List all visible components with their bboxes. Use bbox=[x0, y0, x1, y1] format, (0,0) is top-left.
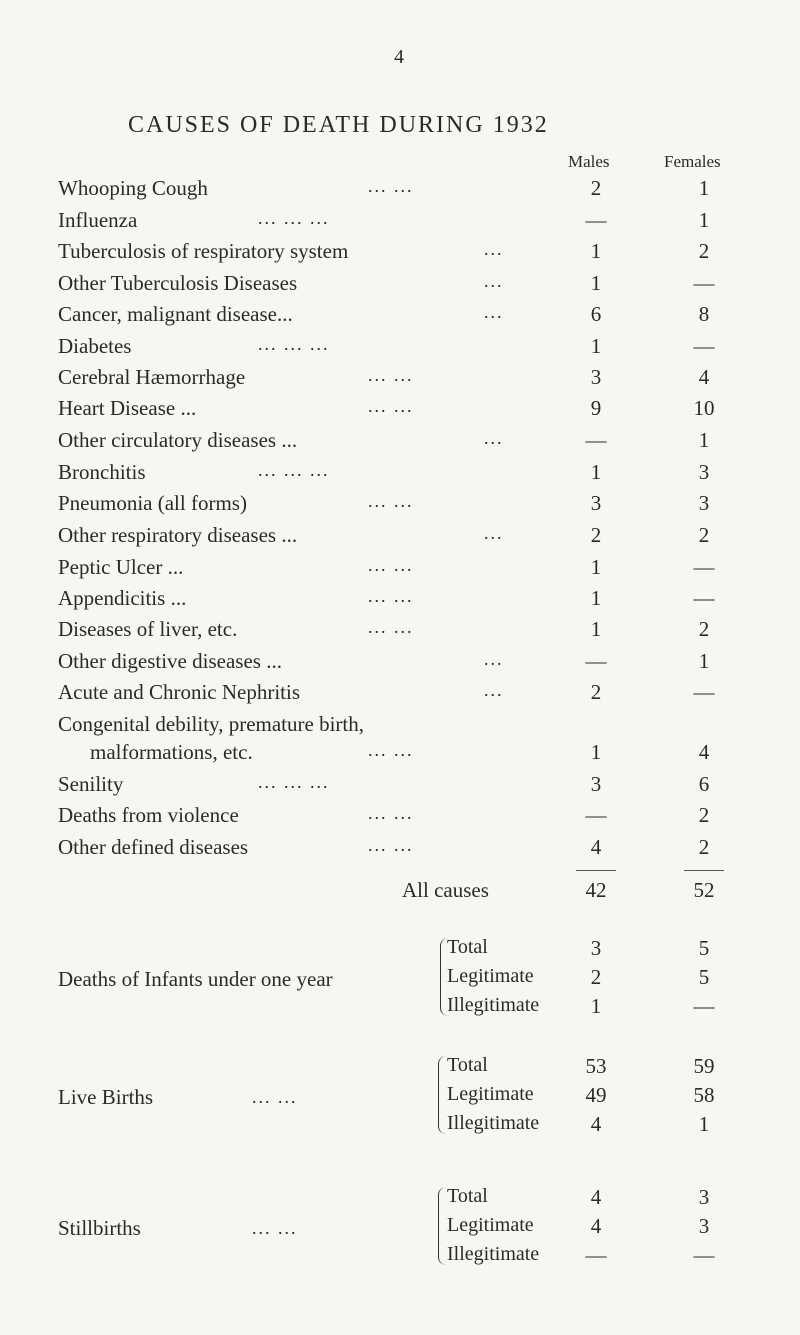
females-value: 4 bbox=[698, 365, 710, 389]
females-value: 58 bbox=[693, 1083, 715, 1107]
sub-label: Total bbox=[447, 936, 488, 958]
males-value: 9 bbox=[590, 396, 602, 420]
table-row bbox=[0, 428, 800, 458]
leader-dots: ... ... bbox=[368, 586, 414, 606]
cause-label: Acute and Chronic Nephritis bbox=[58, 680, 301, 704]
cause-label: Other circulatory diseases ... bbox=[58, 428, 298, 452]
males-value: 1 bbox=[590, 555, 602, 579]
females-value: 1 bbox=[698, 1112, 710, 1136]
females-value: 5 bbox=[698, 965, 710, 989]
leader-dots: ... bbox=[484, 239, 504, 259]
table-row bbox=[0, 586, 800, 616]
males-value: 1 bbox=[590, 460, 602, 484]
leader-dots: ... ... bbox=[368, 555, 414, 575]
leader-dots: ... ... bbox=[252, 1218, 298, 1238]
cause-label: Whooping Cough bbox=[58, 176, 208, 200]
females-value: 6 bbox=[698, 772, 710, 796]
all-causes-label: All causes bbox=[402, 878, 489, 902]
males-value: 3 bbox=[590, 772, 602, 796]
females-value: — bbox=[693, 555, 715, 579]
females-value: 8 bbox=[698, 302, 710, 326]
males-value: 4 bbox=[590, 1112, 602, 1136]
females-value: 3 bbox=[698, 1185, 710, 1209]
group-label: Stillbirths bbox=[58, 1216, 141, 1240]
leader-dots: ... ... bbox=[368, 491, 414, 511]
page-number: 4 bbox=[394, 46, 404, 68]
males-value: 3 bbox=[590, 491, 602, 515]
sub-label: Illegitimate bbox=[447, 994, 540, 1016]
leader-dots: ... bbox=[484, 428, 504, 448]
cause-label: Diabetes bbox=[58, 334, 132, 358]
males-value: 2 bbox=[590, 523, 602, 547]
table-row bbox=[0, 712, 800, 742]
leader-dots: ... ... bbox=[368, 176, 414, 196]
table-row bbox=[0, 491, 800, 521]
table-row bbox=[0, 396, 800, 426]
table-row bbox=[0, 1214, 800, 1244]
table-row bbox=[0, 208, 800, 238]
leader-dots: ... ... bbox=[252, 1087, 298, 1107]
males-value: 1 bbox=[590, 271, 602, 295]
females-value: — bbox=[693, 1243, 715, 1267]
leader-dots: ... ... ... bbox=[258, 334, 330, 354]
leader-dots: ... ... ... bbox=[258, 772, 330, 792]
table-row bbox=[0, 523, 800, 553]
cause-label: malformations, etc. bbox=[90, 740, 253, 764]
table-row bbox=[0, 965, 800, 995]
leader-dots: ... ... bbox=[368, 835, 414, 855]
females-value: — bbox=[693, 994, 715, 1018]
females-value: 1 bbox=[698, 176, 710, 200]
cause-label: Other digestive diseases ... bbox=[58, 649, 282, 673]
cause-label: Tuberculosis of respiratory system bbox=[58, 239, 349, 263]
males-value: 1 bbox=[590, 617, 602, 641]
females-value: — bbox=[693, 334, 715, 358]
leader-dots: ... ... ... bbox=[258, 460, 330, 480]
sub-label: Legitimate bbox=[447, 1214, 534, 1236]
leader-dots: ... bbox=[484, 271, 504, 291]
table-row bbox=[0, 1054, 800, 1084]
sub-label: Total bbox=[447, 1054, 488, 1076]
cause-label: Diseases of liver, etc. bbox=[58, 617, 238, 641]
sub-label: Legitimate bbox=[447, 1083, 534, 1105]
males-value: 2 bbox=[590, 680, 602, 704]
leader-dots: ... ... bbox=[368, 396, 414, 416]
females-value: 3 bbox=[698, 491, 710, 515]
table-row bbox=[0, 334, 800, 364]
males-value: 2 bbox=[590, 965, 602, 989]
females-value: 2 bbox=[698, 523, 710, 547]
males-value: 49 bbox=[585, 1083, 607, 1107]
females-value: 2 bbox=[698, 803, 710, 827]
table-row bbox=[0, 1185, 800, 1215]
females-value: — bbox=[693, 586, 715, 610]
leader-dots: ... bbox=[484, 649, 504, 669]
males-value: 4 bbox=[590, 1185, 602, 1209]
table-row bbox=[0, 460, 800, 490]
table-row bbox=[0, 772, 800, 802]
total-rule-males bbox=[576, 870, 616, 871]
sub-label: Total bbox=[447, 1185, 488, 1207]
cause-label: Influenza bbox=[58, 208, 138, 232]
table-row bbox=[0, 649, 800, 679]
group-label: Live Births bbox=[58, 1085, 154, 1109]
females-value: 2 bbox=[698, 239, 710, 263]
males-value: 1 bbox=[590, 334, 602, 358]
cause-label: Pneumonia (all forms) bbox=[58, 491, 247, 515]
cause-label: Other defined diseases bbox=[58, 835, 249, 859]
males-value: 3 bbox=[590, 936, 602, 960]
males-value: — bbox=[585, 803, 607, 827]
table-row bbox=[0, 803, 800, 833]
females-value: 1 bbox=[698, 208, 710, 232]
males-value: 3 bbox=[590, 365, 602, 389]
males-value: — bbox=[585, 1243, 607, 1267]
table-row bbox=[0, 994, 800, 1024]
females-value: 1 bbox=[698, 428, 710, 452]
table-row bbox=[0, 680, 800, 710]
table-row bbox=[0, 835, 800, 865]
leader-dots: ... bbox=[484, 302, 504, 322]
table-row bbox=[0, 740, 800, 770]
table-row bbox=[0, 1083, 800, 1113]
males-value: 4 bbox=[590, 835, 602, 859]
sub-label: Illegitimate bbox=[447, 1112, 540, 1134]
leader-dots: ... bbox=[484, 523, 504, 543]
males-value: 1 bbox=[590, 586, 602, 610]
cause-label: Peptic Ulcer ... bbox=[58, 555, 184, 579]
males-value: — bbox=[585, 208, 607, 232]
total-rule-females bbox=[684, 870, 724, 871]
males-value: 4 bbox=[590, 1214, 602, 1238]
table-row bbox=[0, 239, 800, 269]
females-total: 52 bbox=[693, 878, 715, 902]
table-row bbox=[0, 555, 800, 585]
females-value: 2 bbox=[698, 617, 710, 641]
females-value: 1 bbox=[698, 649, 710, 673]
males-value: 1 bbox=[590, 740, 602, 764]
table-row bbox=[0, 617, 800, 647]
table-row bbox=[0, 936, 800, 966]
females-value: 59 bbox=[693, 1054, 715, 1078]
cause-label: Heart Disease ... bbox=[58, 396, 197, 420]
males-value: 1 bbox=[590, 994, 602, 1018]
sub-label: Legitimate bbox=[447, 965, 534, 987]
table-row bbox=[0, 302, 800, 332]
females-column-header: Females bbox=[664, 152, 721, 171]
females-value: 3 bbox=[698, 460, 710, 484]
table-row bbox=[0, 176, 800, 206]
cause-label: Other respiratory diseases ... bbox=[58, 523, 298, 547]
females-value: — bbox=[693, 680, 715, 704]
females-value: 2 bbox=[698, 835, 710, 859]
males-value: — bbox=[585, 649, 607, 673]
cause-label: Cerebral Hæmorrhage bbox=[58, 365, 246, 389]
leader-dots: ... ... bbox=[368, 740, 414, 760]
females-value: 3 bbox=[698, 1214, 710, 1238]
table-row bbox=[0, 271, 800, 301]
males-column-header: Males bbox=[568, 152, 610, 171]
females-value: 4 bbox=[698, 740, 710, 764]
males-value: 53 bbox=[585, 1054, 607, 1078]
page-title: CAUSES OF DEATH DURING 1932 bbox=[128, 112, 549, 138]
leader-dots: ... ... bbox=[368, 803, 414, 823]
leader-dots: ... ... bbox=[368, 365, 414, 385]
all-causes-row bbox=[0, 878, 800, 908]
leader-dots: ... ... bbox=[368, 617, 414, 637]
table-row bbox=[0, 1112, 800, 1142]
cause-label: Appendicitis ... bbox=[58, 586, 187, 610]
group-label: Deaths of Infants under one year bbox=[58, 967, 333, 991]
sub-label: Illegitimate bbox=[447, 1243, 540, 1265]
cause-label: Other Tuberculosis Diseases bbox=[58, 271, 298, 295]
males-value: — bbox=[585, 428, 607, 452]
cause-label: Senility bbox=[58, 772, 124, 796]
cause-label: Deaths from violence bbox=[58, 803, 239, 827]
cause-label: Congenital debility, premature birth, bbox=[58, 712, 364, 736]
males-value: 6 bbox=[590, 302, 602, 326]
females-value: 5 bbox=[698, 936, 710, 960]
males-total: 42 bbox=[585, 878, 607, 902]
females-value: — bbox=[693, 271, 715, 295]
males-value: 1 bbox=[590, 239, 602, 263]
table-row bbox=[0, 365, 800, 395]
leader-dots: ... bbox=[484, 680, 504, 700]
leader-dots: ... ... ... bbox=[258, 208, 330, 228]
females-value: 10 bbox=[693, 396, 715, 420]
cause-label: Bronchitis bbox=[58, 460, 146, 484]
table-row bbox=[0, 1243, 800, 1273]
cause-label: Cancer, malignant disease... bbox=[58, 302, 293, 326]
males-value: 2 bbox=[590, 176, 602, 200]
